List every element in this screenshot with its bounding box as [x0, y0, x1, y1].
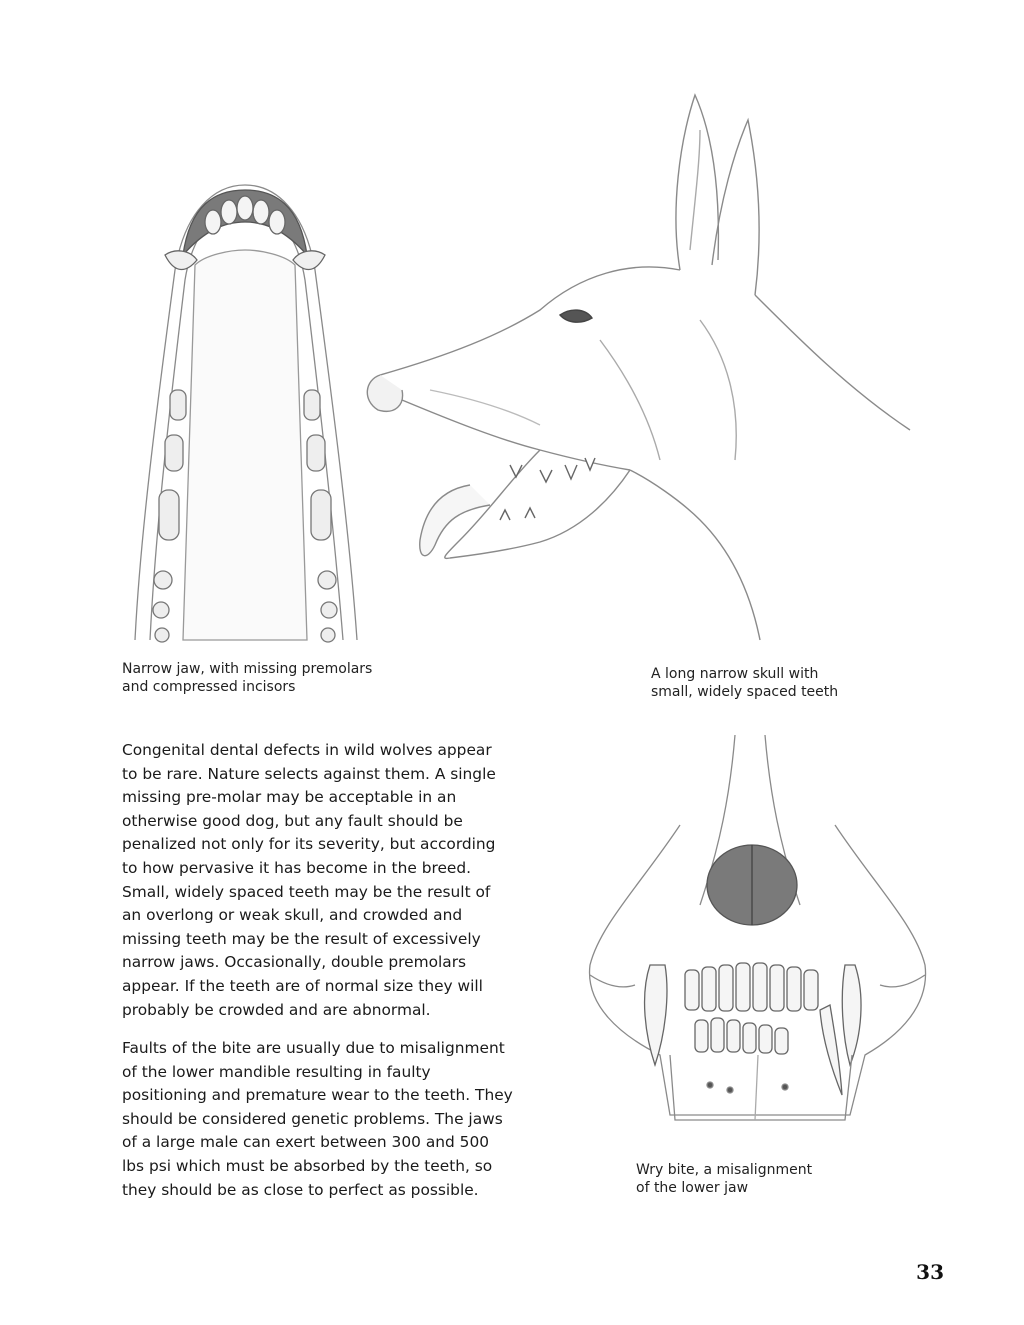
caption-line: of the lower jaw: [636, 1180, 749, 1196]
caption-narrow-jaw: [122, 660, 422, 696]
caption-line: Narrow jaw, with missing premolars: [122, 661, 373, 677]
caption-line: small, widely spaced teeth: [651, 684, 839, 700]
text-line: penalized not only for its severity, but according: [122, 835, 496, 854]
paragraph-dental-defects: [122, 739, 514, 1022]
text-line: Congenital dental defects in wild wolves appear: [122, 741, 492, 759]
caption-line: A long narrow skull with: [651, 666, 819, 682]
text-line: should be considered genetic problems. The jaws: [122, 1109, 503, 1128]
text-line: to how pervasive it has become in the breed.: [122, 858, 472, 877]
text-line: missing pre-molar may be acceptable in an: [122, 788, 457, 807]
text-line: Faults of the bite are usually due to misalignment: [122, 1039, 505, 1057]
text-line: they should be as close to perfect as possible.: [122, 1180, 479, 1199]
text-line: otherwise good dog, but any fault should be: [122, 811, 463, 830]
text-line: of a large male can exert between 300 and 500: [122, 1133, 490, 1152]
text-line: Small, widely spaced teeth may be the result of: [122, 882, 491, 901]
text-line: positioning and premature wear to the teeth. They: [122, 1086, 513, 1105]
text-line: lbs psi which must be absorbed by the teeth, so: [122, 1156, 493, 1175]
text-line: of the lower mandible resulting in faulty: [122, 1062, 431, 1081]
caption-line: Wry bite, a misalignment: [636, 1162, 813, 1178]
caption-narrow-skull: [651, 665, 911, 701]
caption-wry-bite: [636, 1161, 896, 1197]
dog-head-illustration: [350, 80, 930, 680]
page-number: 33: [916, 1260, 944, 1284]
text-line: narrow jaws. Occasionally, double premolars: [122, 953, 467, 972]
text-line: missing teeth may be the result of excessively: [122, 929, 481, 948]
text-line: appear. If the teeth are of normal size they will: [122, 976, 483, 995]
wry-bite-skull-illustration: [580, 735, 935, 1145]
text-line: probably be crowded and are abnormal.: [122, 1000, 431, 1019]
text-line: to be rare. Nature selects against them. A single: [122, 764, 496, 783]
text-line: an overlong or weak skull, and crowded and: [122, 906, 463, 925]
paragraph-bite-faults: [122, 1037, 514, 1202]
caption-line: and compressed incisors: [122, 679, 296, 695]
